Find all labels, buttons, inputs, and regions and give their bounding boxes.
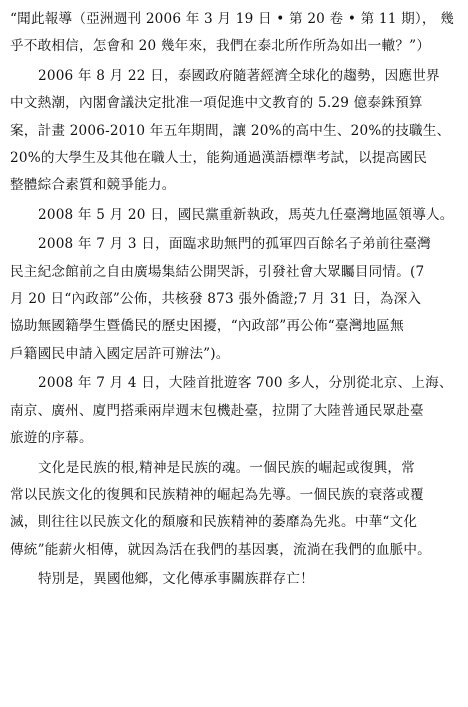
text-line: 協助無國籍學生暨僑民的歷史困擾，“內政部”再公佈“臺灣地區無	[10, 318, 404, 335]
text-line: 民主紀念館前之自由廣場集結公開哭訴，引發社會大眾矚目同情。(7	[10, 263, 425, 280]
text-line: 滅，則往往以民族文化的頹廢和民族精神的萎靡為先兆。中華“文化	[10, 514, 418, 531]
paragraph-2008-july-4	[10, 370, 458, 452]
text-line: 旅遊的序幕。	[10, 430, 93, 447]
paragraph-closing	[10, 566, 458, 593]
text-line: 中文熱潮，內閣會議決定批准一項促進中文教育的 5.29 億泰銖預算	[10, 95, 423, 112]
text-line: 常以民族文化的復興和民族精神的崛起為先導。一個民族的衰落或覆	[10, 486, 424, 503]
text-line: 案，計畫 2006-2010 年五年期間，讓 20%的高中生、20%的技職生、	[10, 122, 451, 139]
text-line: 整體綜合素質和競爭能力。	[10, 177, 176, 194]
text-line: 2006 年 8 月 22 日，泰國政府隨著經濟全球化的趨勢，因應世界	[38, 67, 440, 84]
text-line: 傳統”能薪火相傳，就因為活在我們的基因裏，流淌在我們的血脈中。	[10, 541, 431, 558]
text-line: 特別是，異國他鄉，文化傳承事關族群存亡！	[38, 571, 314, 588]
text-line: 20%的大學生及其他在職人士，能夠通過漢語標準考試，以提高國民	[10, 150, 428, 167]
text-line: “聞此報導（亞洲週刊 2006 年 3 月 19 日 • 第 20 卷 • 第 11 期）， 幾	[10, 11, 455, 27]
paragraph-culture	[10, 455, 458, 565]
paragraph-2006-chinese-education	[10, 63, 458, 200]
text-line: 乎不敢相信，怎會和 20 幾年來，我們在泰北所作所為如出一轍？”）	[10, 38, 431, 55]
text-line: 南京、廣州、廈門搭乘兩岸週末包機赴臺，拉開了大陸普通民眾赴臺	[10, 402, 424, 419]
paragraph-2008-july-3	[10, 231, 458, 368]
text-line: 2008 年 5 月 20 日，國民黨重新執政，馬英九任臺灣地區領導人。	[38, 206, 454, 223]
text-line: 文化是民族的根,精神是民族的魂。一個民族的崛起或復興，常	[38, 459, 415, 476]
text-line: 戶籍國民申請入國定居許可辦法”)。	[10, 345, 230, 362]
paragraph-quote	[10, 6, 458, 61]
paragraph-2008-may	[10, 202, 458, 229]
text-line: 月 20 日“內政部”公佈，共核發 873 張外僑證;7 月 31 日，為深入	[10, 291, 422, 308]
text-line: 2008 年 7 月 4 日，大陸首批遊客 700 多人，分別從北京、上海、	[38, 375, 453, 392]
text-line: 2008 年 7 月 3 日，面臨求助無門的孤軍四百餘名子弟前往臺灣	[38, 236, 431, 253]
